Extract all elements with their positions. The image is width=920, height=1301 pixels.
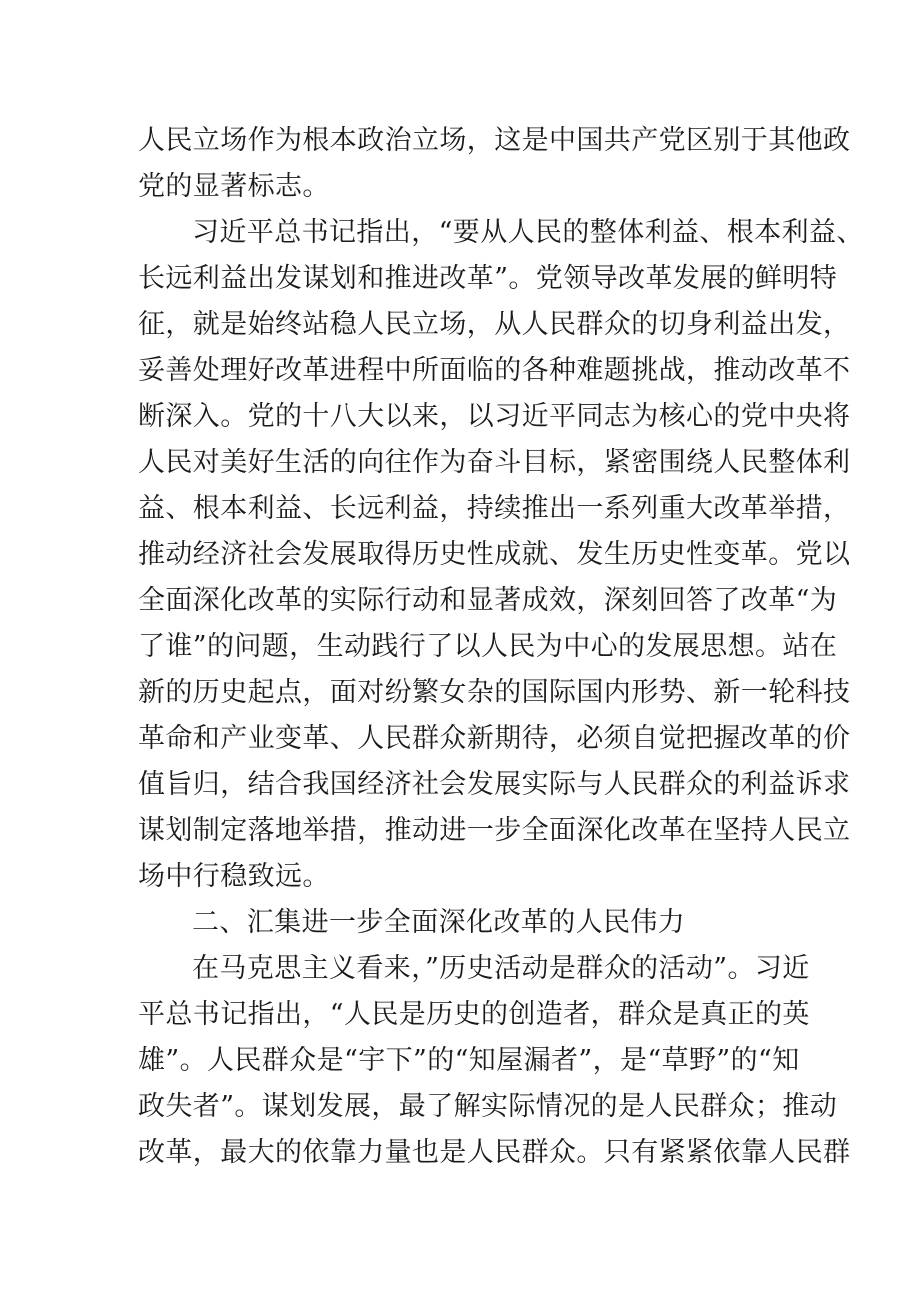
text-line: 人民对美好生活的向往作为奋斗目标，紧密围绕人民整体利	[138, 447, 851, 478]
text-line: 党的显著标志。	[138, 171, 330, 202]
text-line: 断深入。党的十八大以来，以习近平同志为核心的党中央将	[138, 401, 851, 432]
text-line: 了谁”的问题，生动践行了以人民为中心的发展思想。站在	[138, 631, 838, 662]
text-line: 在马克思主义看来，”历史活动是群众的活动”。习近	[192, 953, 810, 984]
text-line: 平总书记指出，“人民是历史的创造者，群众是真正的英	[138, 999, 810, 1030]
section-heading: 二、汇集进一步全面深化改革的人民伟力	[192, 907, 686, 938]
text-line: 谋划制定落地举措，推动进一步全面深化改革在坚持人民立	[138, 815, 851, 846]
text-line: 政失者”。谋划发展，最了解实际情况的是人民群众；推动	[138, 1091, 838, 1122]
text-line: 妥善处理好改革进程中所面临的各种难题挑战，推动改革不	[138, 355, 851, 386]
text-line: 习近平总书记指出，“要从人民的整体利益、根本利益、	[192, 217, 864, 248]
text-line: 新的历史起点，面对纷繁女杂的国际国内形势、新一轮科技	[138, 677, 851, 708]
text-line: 值旨归，结合我国经济社会发展实际与人民群众的利益诉求	[138, 769, 851, 800]
text-line: 长远利益出发谋划和推进改革”。党领导改革发展的鲜明特	[138, 263, 838, 294]
text-line: 全面深化改革的实际行动和显著成效，深刻回答了改革“为	[138, 585, 838, 616]
text-line: 推动经济社会发展取得历史性成就、发生历史性变革。党以	[138, 539, 851, 570]
text-line: 雄”。人民群众是“宇下”的“知屋漏者”，是“草野”的“知	[138, 1045, 800, 1076]
text-line: 益、根本利益、长远利益，持续推出一系列重大改革举措，	[138, 493, 851, 524]
text-line: 改革，最大的依靠力量也是人民群众。只有紧紧依靠人民群	[138, 1137, 851, 1168]
text-line: 革命和产业变革、人民群众新期待，必须自觉把握改革的价	[138, 723, 851, 754]
text-line: 场中行稳致远。	[138, 861, 330, 892]
document-body	[138, 118, 864, 1176]
text-line: 人民立场作为根本政治立场，这是中国共产党区别于其他政	[138, 125, 851, 156]
text-line: 征，就是始终站稳人民立场，从人民群众的切身利益出发，	[138, 309, 851, 340]
